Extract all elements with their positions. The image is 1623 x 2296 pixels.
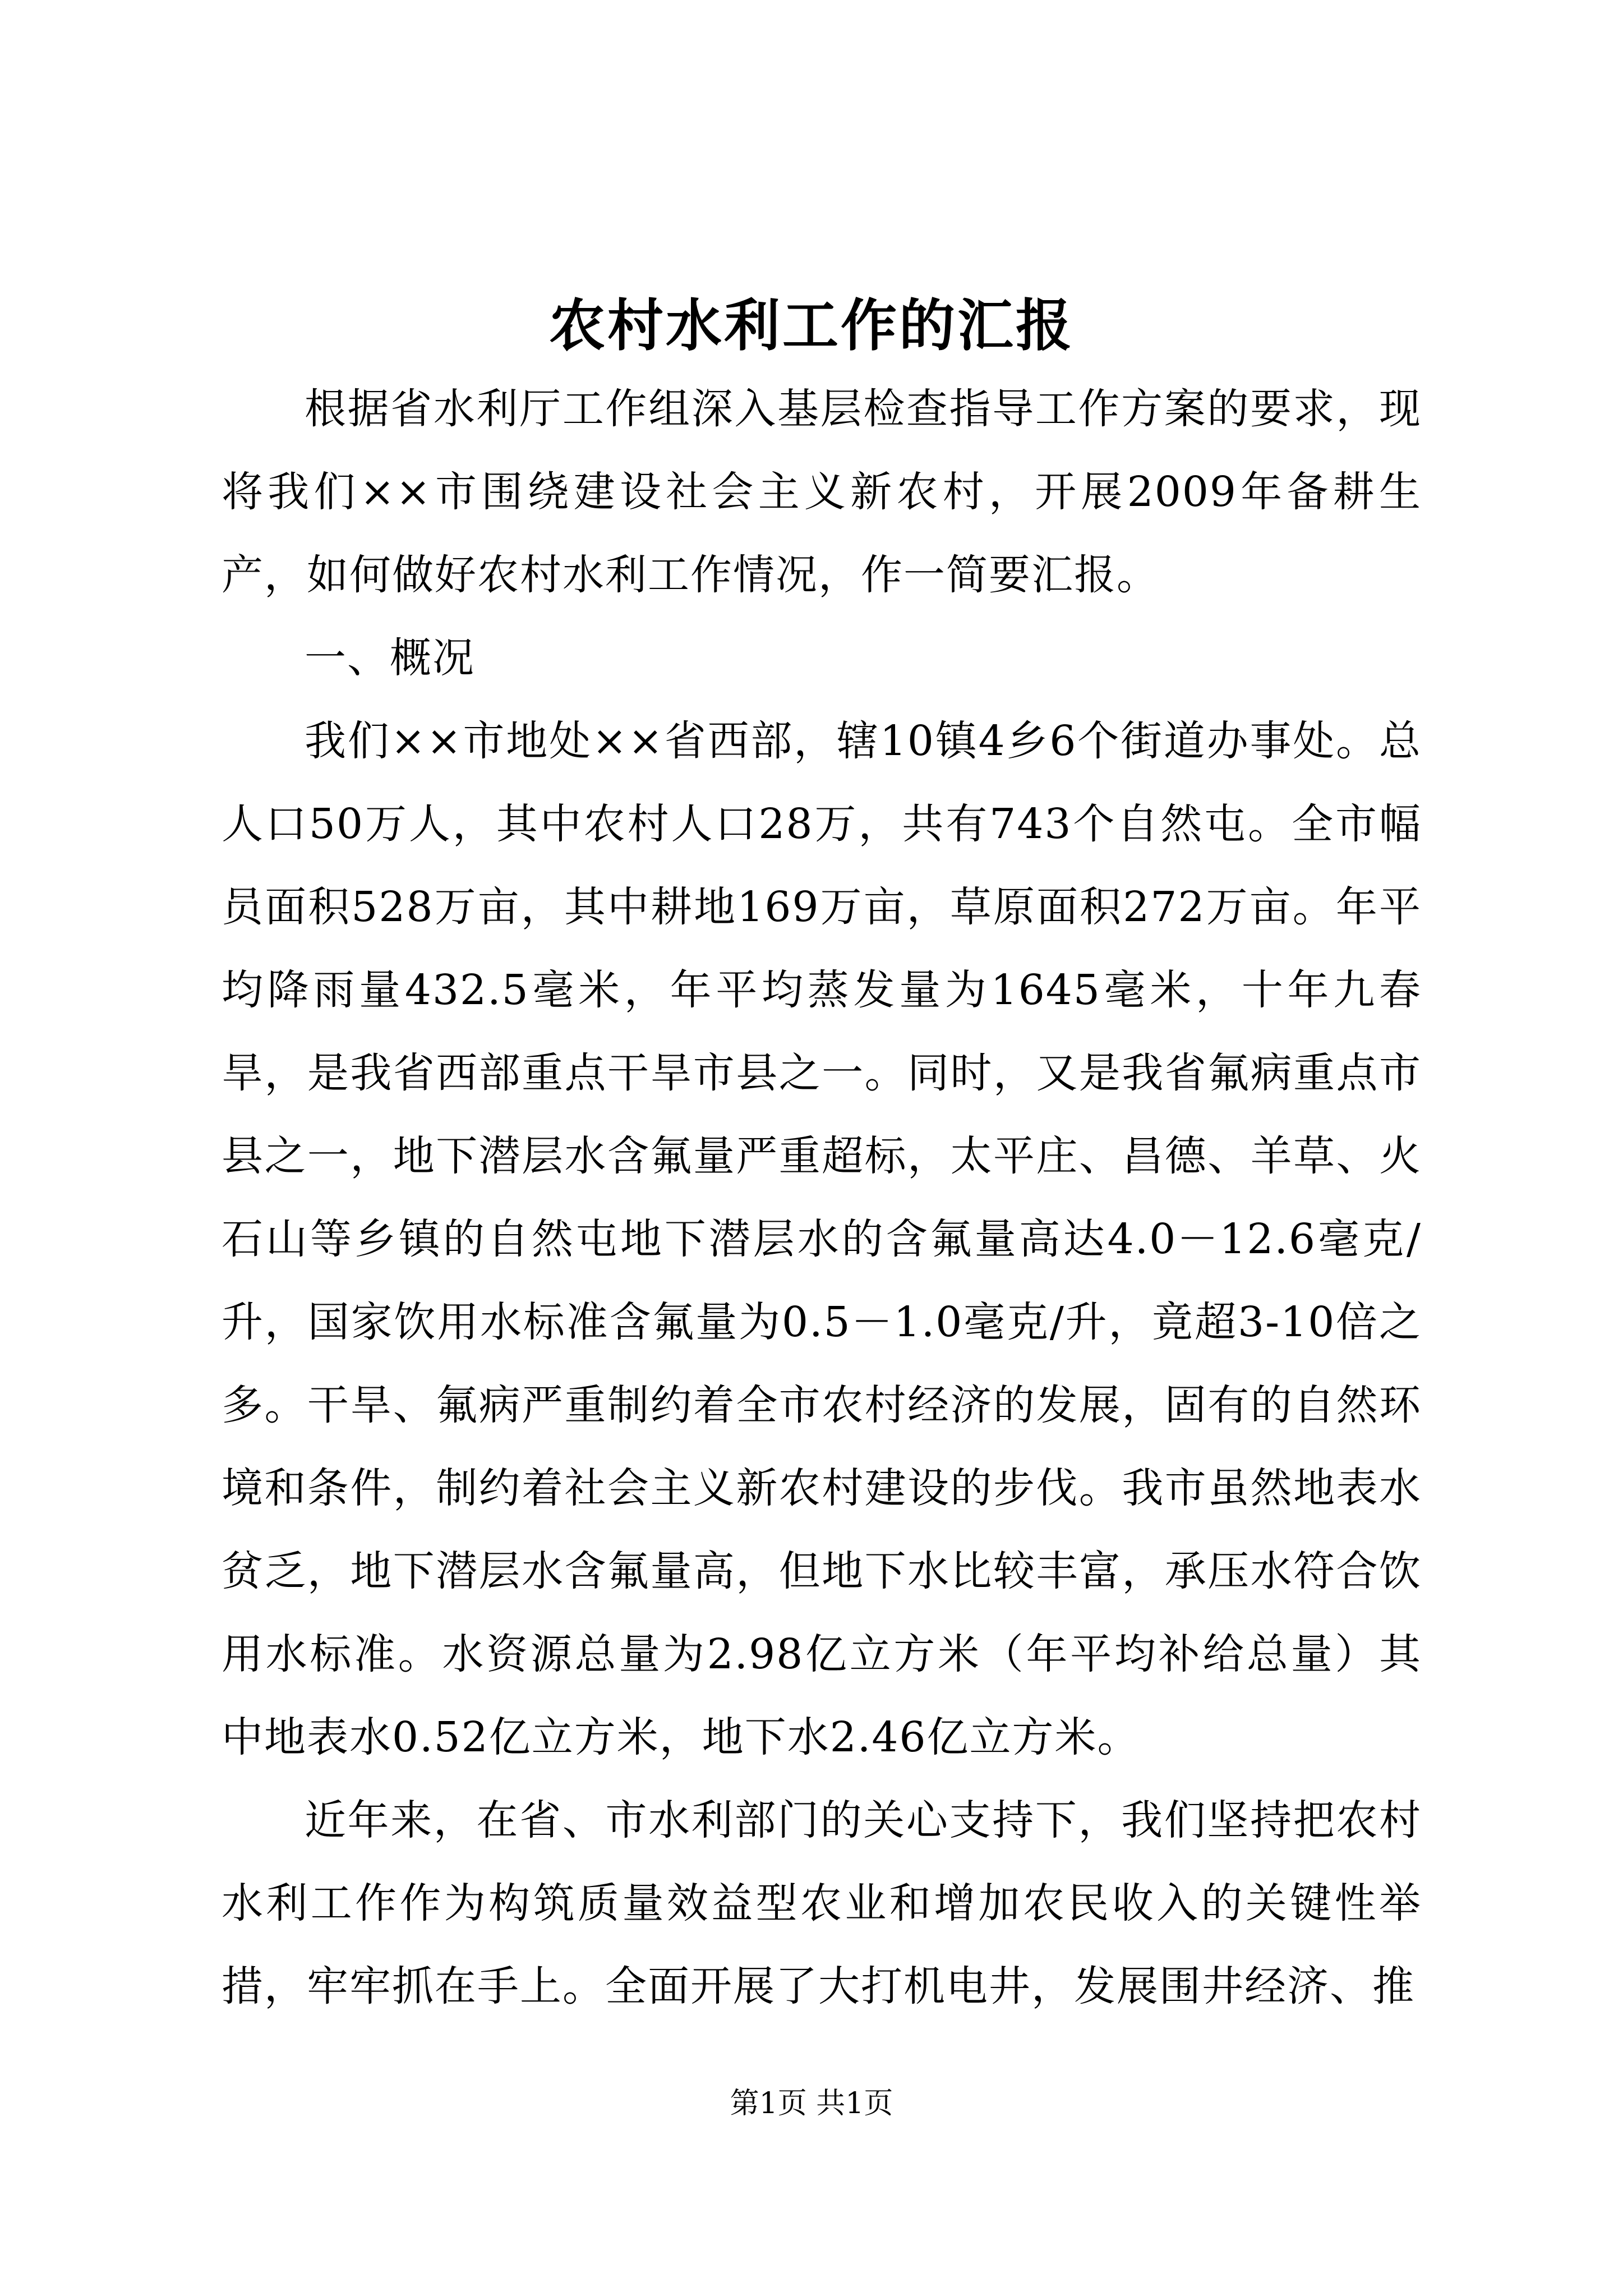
paragraph-overview: 我们××市地处××省西部，辖10镇4乡6个街道办事处。总人口50万人，其中农村人口28万，共有743个自然屯。全市幅员面积528万亩，其中耕地169万亩，草原面积272万亩。年平均降雨量432.5毫米，年平均蒸发量为1645毫米，十年九春旱，是我省西部重点干旱市县之一。同时，又是我省氟病重点市县之一，地下潜层水含氟量严重超标，太平庄、昌德、羊草、火石山等乡镇的自然屯地下潜层水的含氟量高达4.0－12.6毫克/升，国家饮用水标准含氟量为0.5－1.0毫克/升，竟超3-10倍之多。干旱、氟病严重制约着全市农村经济的发展，固有的自然环境和条件，制约着社会主义新农村建设的步伐。我市虽然地表水贫乏，地下潜层水含氟量高，但地下水比较丰富，承压水符合饮用水标准。水资源总量为2.98亿立方米（年平均补给总量）其中地表水0.52亿立方米，地下水2.46亿立方米。: [222, 717, 1422, 1761]
section-heading-overview: 一、概况: [305, 634, 475, 682]
document-title: 农村水利工作的汇报: [549, 292, 1074, 358]
document-body: [222, 367, 1422, 2028]
page-footer: 第1页 共1页: [730, 2087, 893, 2120]
paragraph-recent-years: 近年来，在省、市水利部门的关心支持下，我们坚持把农村水利工作作为构筑质量效益型农业和增加农民收入的关键性举措，牢牢抓在手上。全面开展了大打机电井，发展围井经济、推: [222, 1796, 1422, 2010]
paragraph-intro: 根据省水利厅工作组深入基层检查指导工作方案的要求，现将我们××市围绕建设社会主义新农村，开展2009年备耕生产，如何做好农村水利工作情况，作一简要汇报。: [222, 385, 1422, 599]
